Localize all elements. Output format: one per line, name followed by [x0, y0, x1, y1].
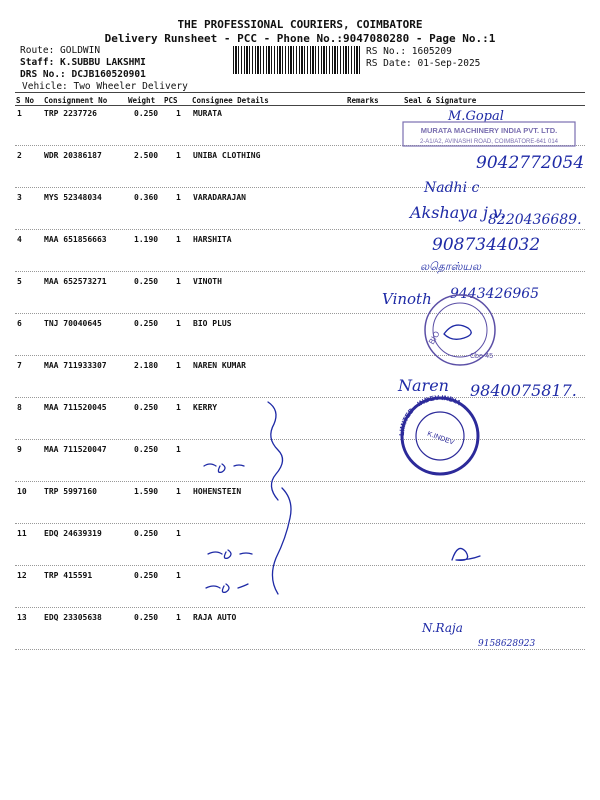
- staff-label: Staff: K.SUBBU LAKSHMI: [20, 57, 146, 68]
- murata-stamp: [403, 122, 575, 146]
- row-weight: 0.250: [134, 445, 159, 454]
- stamp-ring-text: LIMITED • INDEV INDIA: [398, 394, 462, 437]
- row-consignee: NAREN KUMAR: [193, 361, 246, 370]
- handwritten-phone: 9042772054: [476, 153, 585, 173]
- row-pcs: 1: [176, 571, 181, 580]
- row-pcs: 1: [176, 319, 181, 328]
- row-weight: 1.190: [134, 235, 159, 244]
- row-pcs: 1: [176, 487, 181, 496]
- ditto-mark: [208, 550, 252, 558]
- vehicle-label: Vehicle: Two Wheeler Delivery: [22, 81, 188, 92]
- row-consignment: TNJ 70040645: [44, 319, 102, 328]
- row-consignee: UNIBA CLOTHING: [193, 151, 261, 160]
- row-weight: 1.590: [134, 487, 159, 496]
- row-pcs: 1: [176, 277, 181, 286]
- row-consignment: TRP 2237726: [44, 109, 97, 118]
- row-sno: 5: [17, 277, 22, 286]
- row-consignee: VINOTH: [193, 277, 222, 286]
- row-sno: 4: [17, 235, 22, 244]
- row-consignment: TRP 415591: [44, 571, 93, 580]
- row-sno: 1: [17, 109, 22, 118]
- row-pcs: 1: [176, 403, 181, 412]
- col-consignee: Consignee Details: [192, 96, 269, 105]
- col-pcs: PCS: [164, 96, 178, 105]
- row-pcs: 1: [176, 109, 181, 118]
- handwritten-signature: M.Gopal: [448, 109, 504, 124]
- row-pcs: 1: [176, 445, 181, 454]
- handwritten-signature: Naren: [398, 376, 449, 395]
- col-consignment: Consignment No: [44, 96, 108, 105]
- row-consignee: VARADARAJAN: [193, 193, 246, 202]
- row-sno: 3: [17, 193, 22, 202]
- handwritten-phone: 9087344032: [432, 235, 541, 255]
- row-sno: 8: [17, 403, 22, 412]
- row-weight: 0.250: [134, 613, 159, 622]
- handwritten-phone: 9443426965: [450, 286, 540, 302]
- row-weight: 0.250: [134, 319, 159, 328]
- row-weight: 2.180: [134, 361, 159, 370]
- handwritten-signature: N.Raja: [422, 621, 463, 635]
- col-sno: S No: [16, 96, 35, 105]
- route-label: Route: GOLDWIN: [20, 45, 101, 56]
- row-weight: 0.250: [134, 277, 159, 286]
- row-pcs: 1: [176, 361, 181, 370]
- row-consignment: MAA 652573271: [44, 277, 107, 286]
- bracket-stroke: [272, 488, 291, 594]
- handwritten-name: Akshaya j.v.: [410, 203, 506, 222]
- row-consignment: TRP 5997160: [44, 487, 97, 496]
- stamp-city: Cbe-45: [470, 353, 493, 360]
- row-consignee: HARSHITA: [193, 235, 232, 244]
- runsheet-title: Delivery Runsheet - PCC - Phone No.:9047080280 - Page No.:1: [104, 32, 496, 45]
- row-sno: 10: [17, 487, 27, 496]
- row-pcs: 1: [176, 193, 181, 202]
- row-consignee: BIO PLUS: [193, 319, 232, 328]
- ditto-mark: [206, 584, 248, 592]
- row-consignee: KERRY: [193, 403, 218, 412]
- row-sno: 2: [17, 151, 22, 160]
- rs-number: RS No.: 1605209: [366, 46, 452, 57]
- handwritten-tamil-note: லதொஸ்யல: [420, 260, 481, 273]
- row-consignment: EDQ 23305638: [44, 613, 102, 622]
- row-sno: 7: [17, 361, 22, 370]
- handwritten-phone: 8220436689.: [488, 212, 582, 228]
- row-consignment: WDR 20386187: [44, 151, 102, 160]
- row-sno: 13: [17, 613, 27, 622]
- col-seal-signature: Seal & Signature: [404, 96, 477, 105]
- row-sno: 9: [17, 445, 22, 454]
- col-weight: Weight: [128, 96, 156, 105]
- row-sno: 11: [17, 529, 27, 538]
- kerry-indev-round-stamp: [399, 395, 478, 474]
- row-consignee: HOHENSTEIN: [193, 487, 242, 496]
- row-pcs: 1: [176, 151, 181, 160]
- row-pcs: 1: [176, 529, 181, 538]
- row-sno: 12: [17, 571, 27, 580]
- row-consignment: MAA 711933307: [44, 361, 107, 370]
- row-consignment: MYS 52348034: [44, 193, 102, 202]
- row-weight: 0.250: [134, 571, 159, 580]
- stamp-inner-text: K.INDEV: [426, 430, 455, 447]
- row-consignee: MURATA: [193, 109, 222, 118]
- row-consignment: MAA 651856663: [44, 235, 107, 244]
- row-weight: 0.250: [134, 403, 159, 412]
- handwritten-name: Nadhi c: [424, 180, 480, 196]
- handwritten-signature: [452, 548, 480, 560]
- row-consignee: RAJA AUTO: [193, 613, 237, 622]
- row-weight: 0.360: [134, 193, 159, 202]
- company-title: THE PROFESSIONAL COURIERS, COIMBATORE: [177, 18, 423, 31]
- row-sno: 6: [17, 319, 22, 328]
- row-pcs: 1: [176, 613, 181, 622]
- col-remarks: Remarks: [347, 96, 379, 105]
- stamp-company-name: MURATA MACHINERY INDIA PVT. LTD.: [420, 126, 558, 135]
- row-consignment: EDQ 24639319: [44, 529, 102, 538]
- rs-date: RS Date: 01-Sep-2025: [366, 58, 481, 69]
- bio-plus-round-stamp: [425, 295, 495, 365]
- stamp-text: BIO: [426, 329, 442, 346]
- row-weight: 0.250: [134, 109, 159, 118]
- ditto-mark: [204, 464, 244, 472]
- row-consignment: MAA 711520045: [44, 403, 107, 412]
- handwritten-phone: 9158628923: [478, 639, 536, 649]
- stamp-address: 2-A1/A2, AVINASHI ROAD, COIMBATORE-641 014: [419, 139, 559, 145]
- row-pcs: 1: [176, 235, 181, 244]
- drs-number: DRS No.: DCJB160520901: [20, 69, 146, 80]
- handwritten-phone: 9840075817.: [470, 381, 577, 400]
- bracket-stroke: [268, 402, 283, 500]
- row-weight: 2.500: [134, 151, 159, 160]
- row-consignment: MAA 711520047: [44, 445, 107, 454]
- row-weight: 0.250: [134, 529, 159, 538]
- handwritten-signature: Vinoth: [382, 290, 432, 308]
